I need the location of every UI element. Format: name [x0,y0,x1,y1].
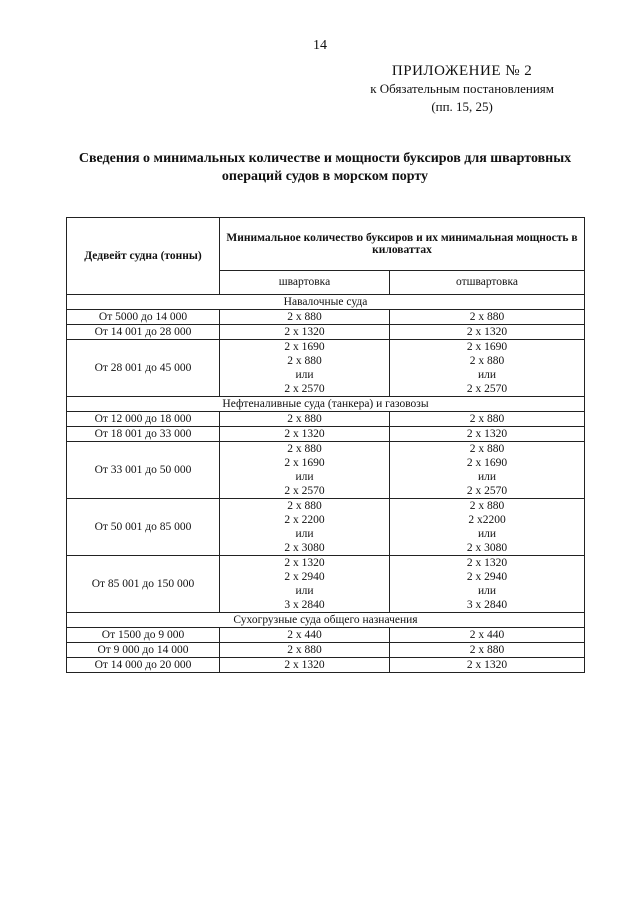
deadweight-cell: От 1500 до 9 000 [67,628,220,643]
header-mooring: швартовка [220,270,390,294]
tug-config-line: 2 х 880 [287,443,322,455]
table-body [67,295,585,673]
tug-config-line: 2 х 2570 [284,485,325,497]
tug-config-line: или [477,528,497,540]
mooring-cell [220,556,390,613]
tug-config-line: 2 х 1320 [284,557,325,569]
unmooring-cell: 2 х 880 [390,643,585,658]
section-title: Сухогрузные суда общего назначения [67,613,585,628]
table-row [67,427,585,442]
unmooring-cell: 2 х 1320 [390,427,585,442]
section-title: Навалочные суда [67,295,585,310]
tug-config-line: 2 х 880 [287,500,322,512]
tug-config-line: 2 х2200 [468,514,506,526]
tug-config-line: 2 х 880 [469,443,505,455]
section-title: Нефтеналивные суда (танкера) и газовозы [67,397,585,412]
tug-config-line: 2 х 1690 [466,457,508,469]
tug-config-line: 2 х 2200 [284,514,325,526]
unmooring-cell: 2 х 1320 [390,325,585,340]
table-row [67,499,585,556]
tug-config-line: 3 х 2840 [284,599,325,611]
tug-config-line: 2 х 2940 [466,571,508,583]
header-unmooring: отшвартовка [390,270,585,294]
deadweight-cell: От 50 001 до 85 000 [67,499,220,556]
tug-config-line: 2 х 1690 [466,341,508,353]
table-row [67,325,585,340]
header-deadweight: Дедвейт судна (тонны) [67,218,220,295]
tug-config-line: 2 х 2940 [284,571,325,583]
unmooring-cell: 2 х 440 [390,628,585,643]
mooring-cell: 2 х 880 [220,412,390,427]
tug-config-line: или [477,585,497,597]
document-title: Сведения о минимальных количестве и мощности буксиров для швартовных операций судов в морском порту [78,151,572,184]
tugboat-table [66,217,585,673]
mooring-cell: 2 х 440 [220,628,390,643]
deadweight-cell: От 14 001 до 28 000 [67,325,220,340]
tug-config-line: 2 х 3080 [466,542,508,554]
appendix-header [370,62,554,116]
unmooring-cell [390,499,585,556]
section-row [67,295,585,310]
table-row [67,340,585,397]
unmooring-cell [390,556,585,613]
appendix-reference: к Обязательным постановлениям [370,81,554,96]
tug-config-line: или [295,369,314,381]
tug-config-line: 2 х 1320 [466,557,508,569]
unmooring-cell: 2 х 880 [390,412,585,427]
deadweight-cell: От 9 000 до 14 000 [67,643,220,658]
unmooring-cell [390,340,585,397]
tug-config-line: 2 х 2570 [284,383,325,395]
unmooring-cell: 2 х 1320 [390,658,585,673]
tug-config-line: или [295,585,314,597]
table-row [67,442,585,499]
tug-config-line: или [295,471,314,483]
unmooring-cell [390,442,585,499]
appendix-title: ПРИЛОЖЕНИЕ № 2 [391,63,533,79]
tug-config-line: 2 х 880 [469,355,505,367]
deadweight-cell: От 18 001 до 33 000 [67,427,220,442]
deadweight-cell: От 85 001 до 150 000 [67,556,220,613]
section-row [67,613,585,628]
table-row [67,310,585,325]
deadweight-cell: От 33 001 до 50 000 [67,442,220,499]
mooring-cell: 2 х 1320 [220,427,390,442]
deadweight-cell: От 5000 до 14 000 [67,310,220,325]
mooring-cell [220,442,390,499]
table-row [67,643,585,658]
appendix-clauses: (пп. 15, 25) [431,99,493,114]
deadweight-cell: От 28 001 до 45 000 [67,340,220,397]
mooring-cell: 2 х 880 [220,310,390,325]
deadweight-cell: От 12 000 до 18 000 [67,412,220,427]
table-row [67,556,585,613]
mooring-cell [220,499,390,556]
page-number: 14 [313,38,327,53]
table-row [67,628,585,643]
tug-config-line: или [477,369,497,381]
tug-config-line: 2 х 880 [469,500,505,512]
unmooring-cell: 2 х 880 [390,310,585,325]
header-tug-requirements: Минимальное количество буксиров и их минимальная мощность в киловаттах [220,218,585,271]
table-row [67,658,585,673]
tug-config-line: 2 х 2570 [466,383,508,395]
mooring-cell: 2 х 1320 [220,658,390,673]
tug-config-line: или [295,528,314,540]
tug-config-line: 2 х 3080 [284,542,325,554]
deadweight-cell: От 14 000 до 20 000 [67,658,220,673]
tug-config-line: 2 х 1690 [284,457,325,469]
mooring-cell [220,340,390,397]
mooring-cell: 2 х 1320 [220,325,390,340]
table-row [67,412,585,427]
tug-config-line: 2 х 880 [287,355,322,367]
tug-config-line: 3 х 2840 [466,599,508,611]
tug-config-line: 2 х 2570 [466,485,508,497]
tug-config-line: или [477,471,497,483]
mooring-cell: 2 х 880 [220,643,390,658]
tug-config-line: 2 х 1690 [284,341,325,353]
section-row [67,397,585,412]
